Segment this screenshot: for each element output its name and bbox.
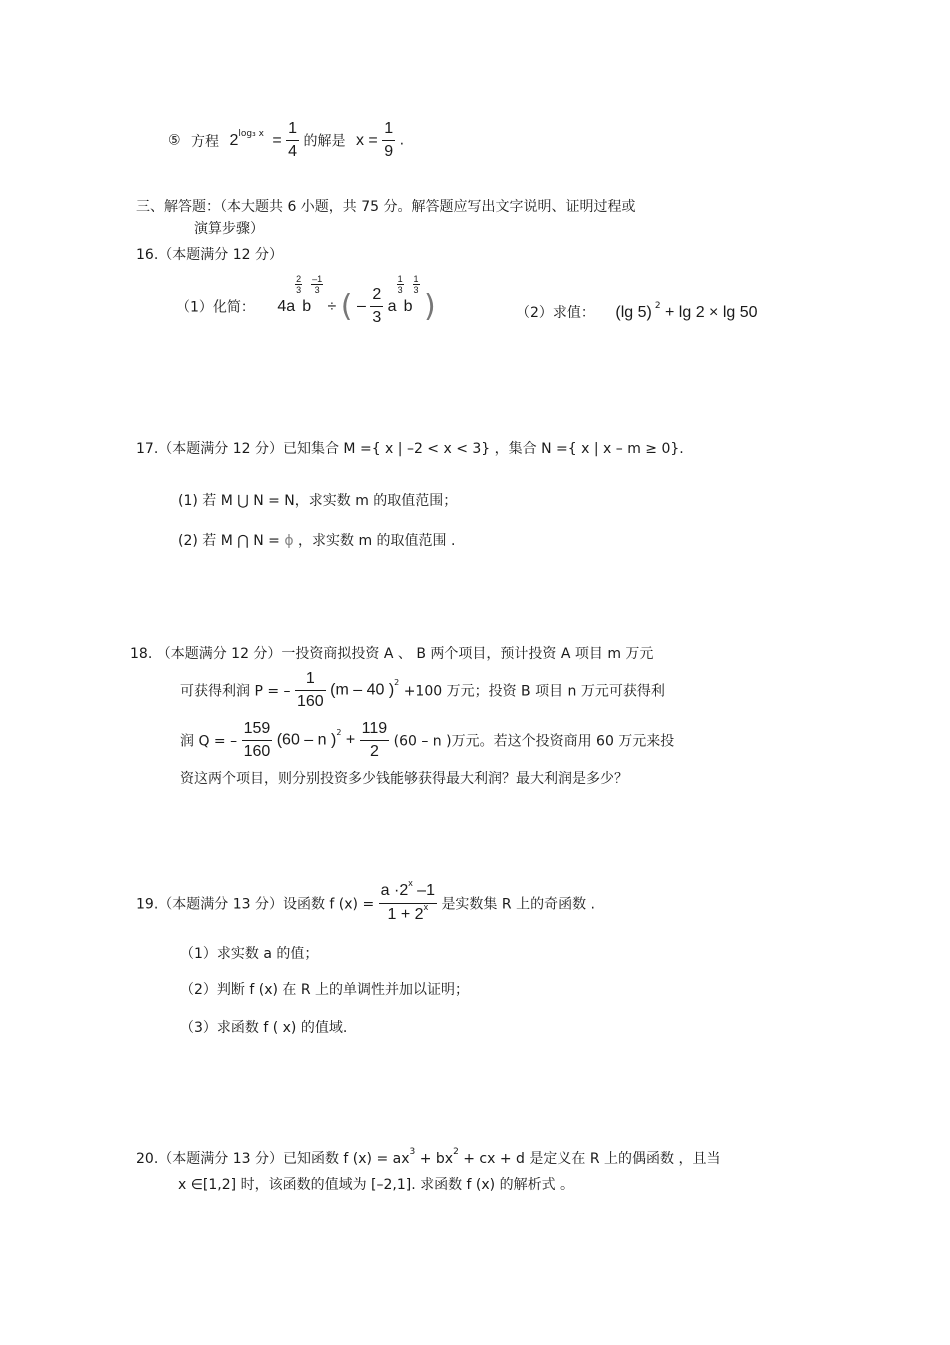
q16-part2: （2）求值： (lg 5) $^2$ + lg 2 × lg 50 <box>516 301 758 321</box>
q18-line3: 润 Q = – $\frac{159}{160}$ (60 – n )$^2$ + $\frac{119}{2}$ (60 – n )万元。若这个投资商用 60 万元来投 <box>180 718 674 768</box>
expr2: (lg 5) <box>615 304 652 321</box>
q18-line1: 18. （本题满分 12 分）一投资商拟投资 A 、 B 两个项目，预计投资 A 项目 m 万元 <box>130 646 654 662</box>
q15-5 <box>168 118 404 168</box>
fraction-119-2: $\frac{119}{2}$ <box>360 718 390 763</box>
q17-part2: (2) 若 M ⋂ N = ϕ ，求实数 m 的取值范围 . <box>178 533 456 549</box>
q19-part3: （3）求函数 f ( x) 的值域. <box>180 1020 348 1036</box>
right-paren: ) <box>423 289 436 324</box>
q19-stem: 19.（本题满分 13 分）设函数 f (x) = $\frac{a \cdot 2^x -1}{1 + 2^x}$ 是实数集 R 上的奇函数 . <box>136 880 595 930</box>
equals: = <box>272 131 282 149</box>
circled-number: ⑤ <box>168 132 181 149</box>
section-heading-2: 演算步骤） <box>194 221 264 237</box>
q16-p1-label: （1）化简： <box>176 299 255 316</box>
q16-number: 16.（本题满分 12 分） <box>136 247 283 263</box>
fraction-1-4: $\frac{1}{4}$ <box>286 118 299 163</box>
q20-line1: 20.（本题满分 13 分）已知函数 f $(x) = ax^3 + bx^2$ + cx + d 是定义在 R 上的偶函数 ，且当 <box>136 1147 721 1167</box>
fraction-2-3: $\frac{2}{3}$ <box>370 284 383 329</box>
fraction-1-160: $\frac{1}{160}$ <box>295 668 326 713</box>
fraction-1-9: $\frac{1}{9}$ <box>382 118 395 163</box>
mid-text: 的解是 <box>303 133 346 150</box>
exponent: log₃ x <box>238 128 264 139</box>
q17-stem: 17.（本题满分 12 分）已知集合 M ={ x | –2 < x < 3} ，集合 N ={ x | x – m ≥ 0}. <box>136 441 684 457</box>
q18-line2: 可获得利润 P = – $\frac{1}{160}$ (m – 40 )$^2$ +100 万元；投资 B 项目 n 万元可获得利 <box>180 668 665 718</box>
q20-line2: x ∈[1,2] 时，该函数的值域为 [–2,1]. 求函数 f (x) 的解析式 。 <box>178 1177 575 1193</box>
empty-set-symbol: ϕ <box>284 533 294 549</box>
x-equals: x = <box>355 131 378 149</box>
q19-part1: （1）求实数 a 的值； <box>180 946 319 962</box>
q16-p2-label: （2）求值： <box>516 305 595 321</box>
expr2-rest: + lg 2 × lg 50 <box>665 304 758 321</box>
left-paren: ( <box>340 289 353 324</box>
q19-part2: （2）判断 f (x) 在 R 上的单调性并加以证明； <box>180 982 470 998</box>
base: 2 <box>229 131 239 149</box>
q19-fraction: $\frac{a \cdot 2^x -1}{1 + 2^x}$ <box>379 880 437 927</box>
expr1: 4a $\frac{2}{3}$ b $\frac{-1}{3}$ ÷ <box>277 274 341 315</box>
q18-line4: 资这两个项目，则分别投资多少钱能够获得最大利润？最大利润是多少？ <box>180 771 628 787</box>
fraction-159-160: $\frac{159}{160}$ <box>242 718 273 763</box>
q15-label: 方程 <box>191 133 220 150</box>
q17-part1: (1) 若 M ⋃ N = N，求实数 m 的取值范围； <box>178 493 458 509</box>
end-dot: . <box>399 132 405 149</box>
section-heading: 三、解答题：（本大题共 6 小题，共 75 分。解答题应写出文字说明、证明过程或 <box>136 199 636 215</box>
q16-part1: （1）化简： 4a $\frac{2}{3}$ b $\frac{-1}{3}$ ÷ ( – $\frac{2}{3}$ a $\frac{1}{3}$ b $\frac{1}{3}$ ) <box>176 284 436 340</box>
